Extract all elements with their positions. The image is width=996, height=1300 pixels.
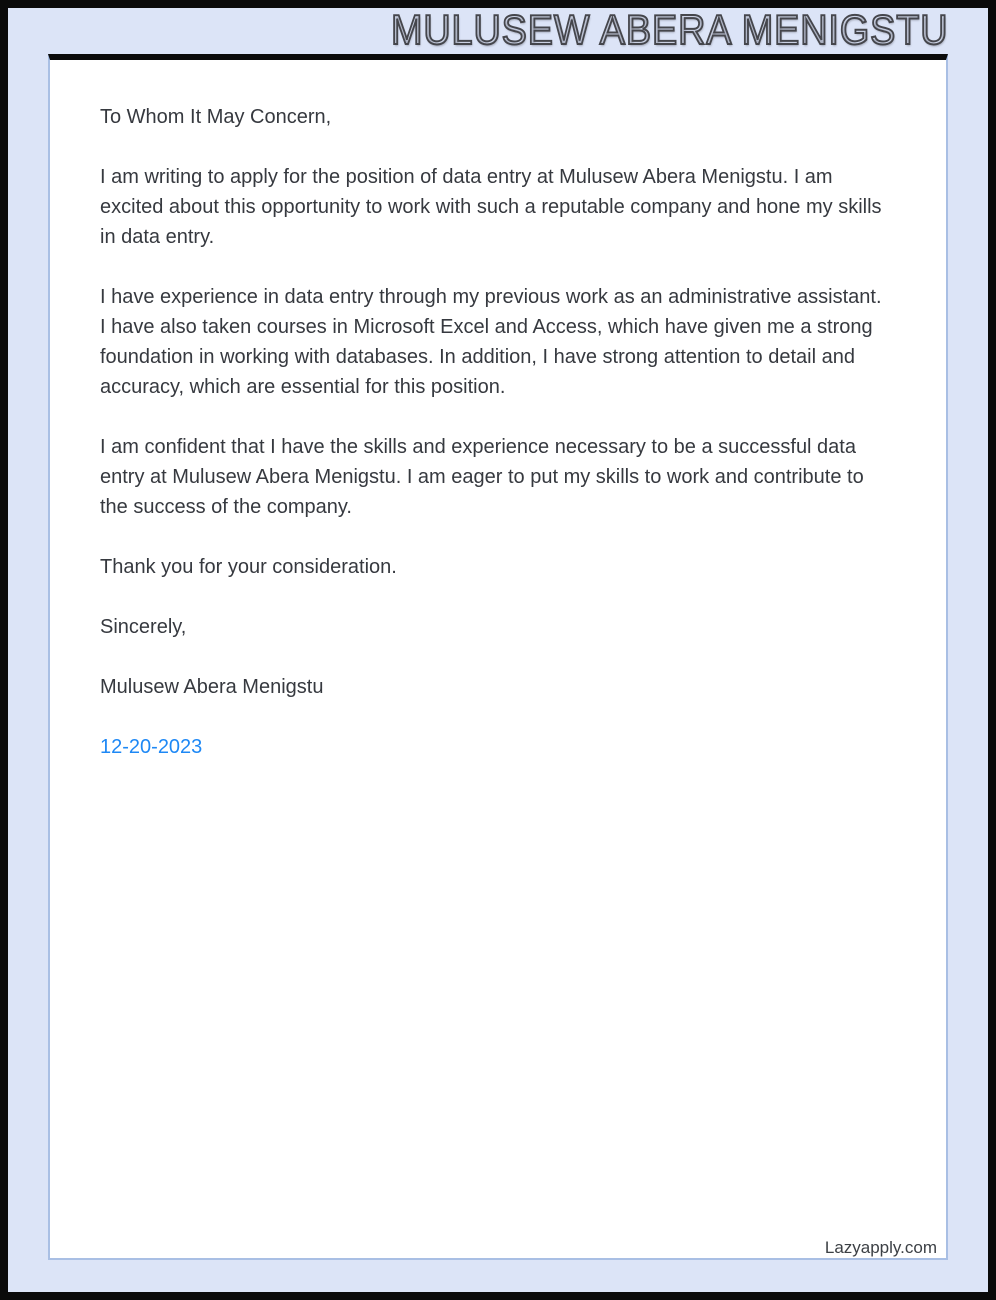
signature-name: Mulusew Abera Menigstu	[100, 676, 324, 698]
letter-page	[48, 54, 948, 1260]
body-paragraph: I am confident that I have the skills and experience necessary to be a successful data entry at Mulusew Abera Menigstu. I am eager to put my skills to work and contribute to the success of the company.	[100, 436, 864, 518]
body-paragraph: I am writing to apply for the position of data entry at Mulusew Abera Menigstu. I am excited about this opportunity to work with such a reputable company and hone my skills in data entry.	[100, 166, 882, 248]
lazyapply-watermark: Lazyapply.com	[824, 1238, 937, 1257]
header-name-title: MULUSEW ABERA MENIGSTU	[390, 6, 948, 53]
letter-body	[100, 102, 892, 762]
letter-date: 12-20-2023	[100, 736, 203, 758]
salutation-text: To Whom It May Concern,	[100, 106, 332, 128]
document-background	[8, 8, 988, 1292]
closing-text: Sincerely,	[100, 616, 187, 638]
body-paragraph: I have experience in data entry through my previous work as an administrative assistant. I have also taken courses in Microsoft Excel and Access, which have given me a strong foundation in working with databases. In addition, I have strong attention to detail and accuracy, which are essential for this position.	[100, 286, 882, 398]
thanks-text: Thank you for your consideration.	[100, 556, 397, 578]
